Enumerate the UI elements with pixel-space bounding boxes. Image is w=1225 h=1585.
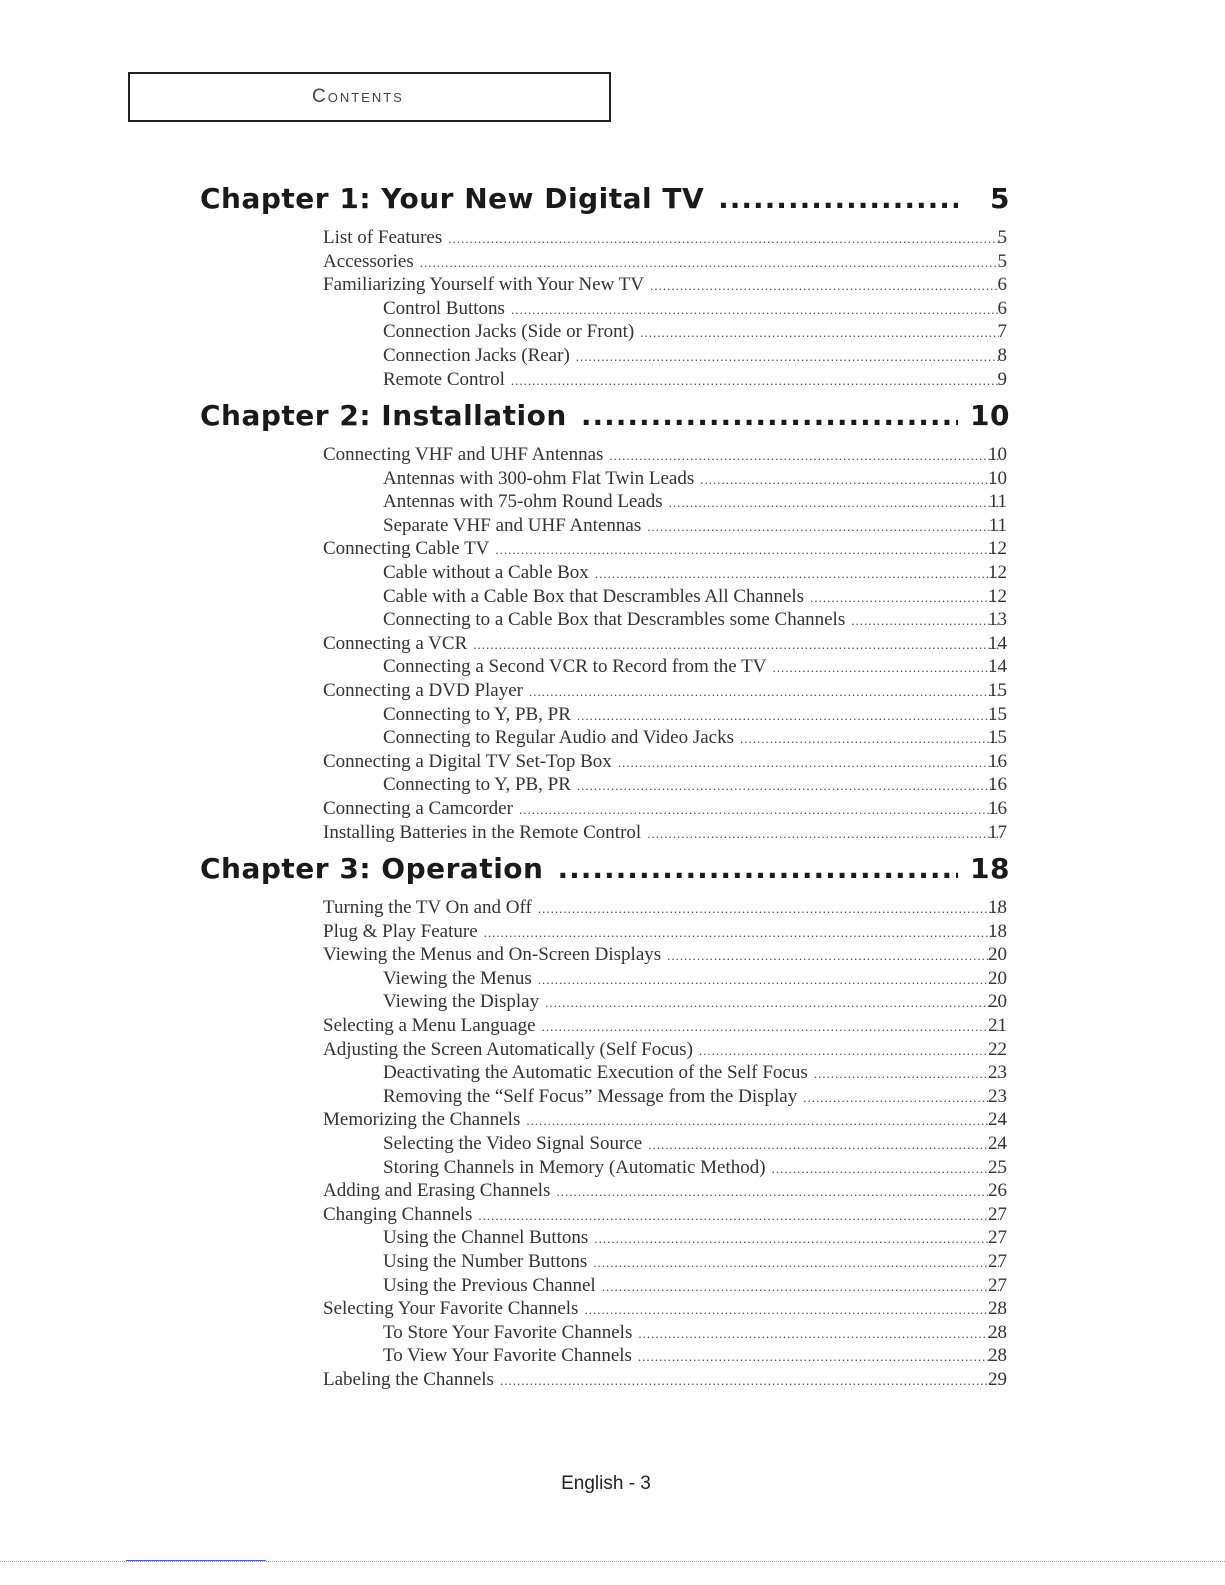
dot-leader (772, 660, 999, 676)
toc-entry-page-number: 5 (997, 227, 1007, 248)
toc-entry-page-number: 15 (988, 680, 1007, 701)
toc-entry-page-number: 27 (988, 1251, 1007, 1272)
toc-entry-page-number: 7 (997, 321, 1007, 342)
bottom-link-underline (126, 1560, 266, 1561)
toc-entry[interactable] (323, 1180, 1005, 1204)
toc-entry[interactable] (323, 444, 1005, 468)
toc-entry[interactable] (323, 921, 1005, 945)
toc-entry-title: Storing Channels in Memory (Automatic Method) (383, 1157, 766, 1178)
toc-entry[interactable] (323, 633, 1005, 657)
toc-entry-page-number: 20 (988, 991, 1007, 1012)
toc-entry-title: Removing the “Self Focus” Message from the Display (383, 1086, 798, 1107)
toc-entry-page-number: 6 (997, 298, 1007, 319)
dot-leader (667, 948, 999, 964)
toc-entry-page-number: 18 (988, 921, 1007, 942)
dot-leader (529, 684, 999, 700)
toc-entry-title: Antennas with 300-ohm Flat Twin Leads (383, 468, 695, 489)
toc-entry-page-number: 16 (988, 798, 1007, 819)
toc-entry[interactable] (323, 538, 1005, 562)
dot-leader (577, 778, 999, 794)
toc-entry-title: Selecting a Menu Language (323, 1015, 536, 1036)
dot-leader (538, 901, 999, 917)
toc-entry[interactable] (383, 586, 1005, 610)
toc-entry[interactable] (383, 515, 1005, 539)
toc-entry-page-number: 21 (988, 1015, 1007, 1036)
toc-entry-page-number: 14 (988, 656, 1007, 677)
toc-entry-page-number: 29 (988, 1369, 1007, 1390)
dot-leader (420, 255, 999, 271)
dot-leader (699, 1043, 999, 1059)
chapter-title: Chapter 3: Operation (200, 852, 544, 885)
dot-leader (495, 542, 999, 558)
dot-leader (584, 1302, 999, 1318)
dot-leader (647, 519, 999, 535)
toc-entry-title: Antennas with 75-ohm Round Leads (383, 491, 663, 512)
toc-entry[interactable] (323, 897, 1005, 921)
toc-entry[interactable] (383, 369, 1005, 393)
chapter-page-number: 18 (970, 852, 1010, 885)
dot-leader (545, 995, 999, 1011)
dot-leader (772, 1161, 999, 1177)
toc-entry-title: Turning the TV On and Off (323, 897, 532, 918)
toc-entry[interactable] (323, 1369, 1005, 1393)
dot-leader (556, 1184, 999, 1200)
toc-entry[interactable] (323, 751, 1005, 775)
dot-leader (740, 731, 999, 747)
chapter-page-number: 10 (970, 399, 1010, 432)
toc-entry-page-number: 20 (988, 968, 1007, 989)
toc-entry[interactable] (383, 656, 1005, 680)
toc-entry[interactable] (383, 1322, 1005, 1346)
dot-leader (593, 1255, 999, 1271)
toc-entry-page-number: 28 (988, 1345, 1007, 1366)
dot-leader (500, 1373, 999, 1389)
toc-entry-page-number: 27 (988, 1227, 1007, 1248)
toc-entry[interactable] (383, 968, 1005, 992)
toc-entry[interactable] (383, 774, 1005, 798)
toc-entry[interactable] (323, 1109, 1005, 1133)
toc-entry[interactable] (323, 251, 1005, 275)
toc-entry-page-number: 22 (988, 1039, 1007, 1060)
dot-leader (448, 231, 999, 247)
dot-leader (638, 1349, 999, 1365)
chapter-title: Chapter 2: Installation (200, 399, 567, 432)
toc-entry-page-number: 20 (988, 944, 1007, 965)
toc-entry[interactable] (323, 822, 1005, 846)
toc-entry-page-number: 27 (988, 1275, 1007, 1296)
toc-entry-page-number: 8 (997, 345, 1007, 366)
toc-entry-page-number: 11 (988, 491, 1007, 512)
chapter-heading[interactable] (200, 399, 1010, 435)
dot-leader (473, 637, 999, 653)
toc-entry-page-number: 27 (988, 1204, 1007, 1225)
toc-entry-page-number: 14 (988, 633, 1007, 654)
dot-leader (581, 399, 958, 432)
toc-entry-title: Viewing the Display (383, 991, 540, 1012)
toc-entry[interactable] (323, 1039, 1005, 1063)
toc-entry[interactable] (383, 704, 1005, 728)
toc-entry[interactable] (323, 1015, 1005, 1039)
toc-entry[interactable] (323, 1204, 1005, 1228)
toc-entry-title: Connecting a VCR (323, 633, 468, 654)
dot-leader (640, 325, 999, 341)
toc-entry-page-number: 24 (988, 1133, 1007, 1154)
dot-leader (700, 472, 999, 488)
toc-entry[interactable] (383, 1157, 1005, 1181)
toc-entry[interactable] (383, 468, 1005, 492)
toc-entry[interactable] (383, 1345, 1005, 1369)
dot-leader (557, 852, 958, 885)
toc-entry-page-number: 15 (988, 704, 1007, 725)
toc-entry[interactable] (383, 1275, 1005, 1299)
toc-entry-page-number: 6 (997, 274, 1007, 295)
toc-entry[interactable] (323, 944, 1005, 968)
toc-entry-title: Separate VHF and UHF Antennas (383, 515, 642, 536)
toc-entry-title: Deactivating the Automatic Execution of the Self Focus (383, 1062, 808, 1083)
toc-entry-title: Connecting a Camcorder (323, 798, 513, 819)
page-footer: English - 3 (561, 1473, 651, 1494)
toc-entry-page-number: 18 (988, 897, 1007, 918)
toc-entry-page-number: 23 (988, 1062, 1007, 1083)
toc-entry-title: Connecting VHF and UHF Antennas (323, 444, 604, 465)
dot-leader (478, 1208, 999, 1224)
dot-leader (519, 802, 999, 818)
toc-entry-page-number: 15 (988, 727, 1007, 748)
toc-entry[interactable] (383, 562, 1005, 586)
toc-entry-page-number: 12 (988, 538, 1007, 559)
dot-leader (669, 495, 999, 511)
toc-entry[interactable] (383, 321, 1005, 345)
dot-leader (484, 925, 999, 941)
toc-entry-title: Cable without a Cable Box (383, 562, 589, 583)
toc-entry[interactable] (323, 1298, 1005, 1322)
toc-entry-title: Connecting a Digital TV Set-Top Box (323, 751, 612, 772)
toc-entry-page-number: 10 (988, 468, 1007, 489)
dot-leader (594, 1231, 999, 1247)
chapter-title: Chapter 1: Your New Digital TV (200, 182, 705, 215)
toc-entry-page-number: 17 (988, 822, 1007, 843)
toc-entry-page-number: 10 (988, 444, 1007, 465)
toc-entry[interactable] (323, 798, 1005, 822)
dot-leader (650, 278, 999, 294)
toc-entry[interactable] (383, 298, 1005, 322)
toc-entry-title: Connecting a DVD Player (323, 680, 523, 701)
toc-entry-title: Selecting Your Favorite Channels (323, 1298, 579, 1319)
toc-entry-title: Remote Control (383, 369, 505, 390)
toc-entry[interactable] (383, 727, 1005, 751)
toc-entry[interactable] (383, 1227, 1005, 1251)
toc-entry-title: Viewing the Menus (383, 968, 532, 989)
dot-leader (511, 302, 999, 318)
toc-entry-page-number: 16 (988, 774, 1007, 795)
dot-leader (648, 1137, 999, 1153)
toc-entry-title: Selecting the Video Signal Source (383, 1133, 643, 1154)
toc-entry-title: Connection Jacks (Rear) (383, 345, 570, 366)
toc-entry-title: Control Buttons (383, 298, 505, 319)
toc-entry-page-number: 26 (988, 1180, 1007, 1201)
bottom-dotted-rule (0, 1561, 1225, 1562)
toc-entry-title: Connecting to Regular Audio and Video Jacks (383, 727, 735, 748)
dot-leader (618, 755, 999, 771)
toc-entry[interactable] (383, 1133, 1005, 1157)
toc-entry-title: To View Your Favorite Channels (383, 1345, 632, 1366)
dot-leader (576, 349, 999, 365)
toc-entry[interactable] (383, 1251, 1005, 1275)
toc-entry-title: Connecting a Second VCR to Record from the TV (383, 656, 767, 677)
toc-entry-page-number: 25 (988, 1157, 1007, 1178)
toc-entry-page-number: 5 (997, 251, 1007, 272)
toc-entry-page-number: 13 (988, 609, 1007, 630)
toc-entry-title: Accessories (323, 251, 414, 272)
dot-leader (638, 1326, 999, 1342)
dot-leader (647, 826, 999, 842)
toc-entry-title: Using the Previous Channel (383, 1275, 596, 1296)
toc-entry[interactable] (383, 491, 1005, 515)
toc-entry-title: Connecting Cable TV (323, 538, 490, 559)
dot-leader (602, 1279, 999, 1295)
toc-entry[interactable] (383, 1086, 1005, 1110)
toc-entry-page-number: 11 (988, 515, 1007, 536)
toc-entry-title: Cable with a Cable Box that Descrambles All Channels (383, 586, 805, 607)
toc-entry[interactable] (323, 227, 1005, 251)
toc-entry-title: To Store Your Favorite Channels (383, 1322, 633, 1343)
toc-entry-title: Changing Channels (323, 1204, 473, 1225)
toc-entry-title: Plug & Play Feature (323, 921, 478, 942)
toc-entry[interactable] (383, 345, 1005, 369)
toc-entry-title: Adjusting the Screen Automatically (Self Focus) (323, 1039, 693, 1060)
dot-leader (526, 1113, 999, 1129)
toc-entry[interactable] (383, 1062, 1005, 1086)
dot-leader (595, 566, 999, 582)
toc-entry-title: Familiarizing Yourself with Your New TV (323, 274, 645, 295)
chapter-heading[interactable] (200, 852, 1010, 888)
toc-entry-title: Connection Jacks (Side or Front) (383, 321, 635, 342)
dot-leader (511, 373, 999, 389)
toc-entry-page-number: 16 (988, 751, 1007, 772)
toc-entry-title: Memorizing the Channels (323, 1109, 521, 1130)
toc-entry[interactable] (323, 680, 1005, 704)
toc-entry-title: Connecting to Y, PB, PR (383, 774, 571, 795)
toc-entry-title: Connecting to Y, PB, PR (383, 704, 571, 725)
toc-entry[interactable] (323, 274, 1005, 298)
toc-entry-page-number: 28 (988, 1298, 1007, 1319)
contents-title: Contents (312, 86, 404, 107)
dot-leader (609, 448, 999, 464)
toc-entry[interactable] (383, 609, 1005, 633)
dot-leader (542, 1019, 999, 1035)
toc-entry-page-number: 24 (988, 1109, 1007, 1130)
toc-entry-title: Labeling the Channels (323, 1369, 494, 1390)
toc-entry-title: List of Features (323, 227, 443, 248)
toc-entry-title: Viewing the Menus and On-Screen Displays (323, 944, 662, 965)
toc-entry-title: Using the Number Buttons (383, 1251, 588, 1272)
toc-entry-page-number: 12 (988, 586, 1007, 607)
toc-entry-title: Installing Batteries in the Remote Control (323, 822, 642, 843)
toc-entry-page-number: 12 (988, 562, 1007, 583)
dot-leader (577, 708, 999, 724)
toc-entry-title: Using the Channel Buttons (383, 1227, 589, 1248)
toc-entry-title: Adding and Erasing Channels (323, 1180, 551, 1201)
dot-leader (718, 182, 958, 215)
dot-leader (538, 972, 999, 988)
toc-entry-title: Connecting to a Cable Box that Descrambles some Channels (383, 609, 846, 630)
toc-entry-page-number: 9 (997, 369, 1007, 390)
toc-entry-page-number: 23 (988, 1086, 1007, 1107)
toc-entry[interactable] (383, 991, 1005, 1015)
toc-entry-page-number: 28 (988, 1322, 1007, 1343)
chapter-page-number: 5 (990, 182, 1010, 215)
chapter-heading[interactable] (200, 182, 1010, 218)
